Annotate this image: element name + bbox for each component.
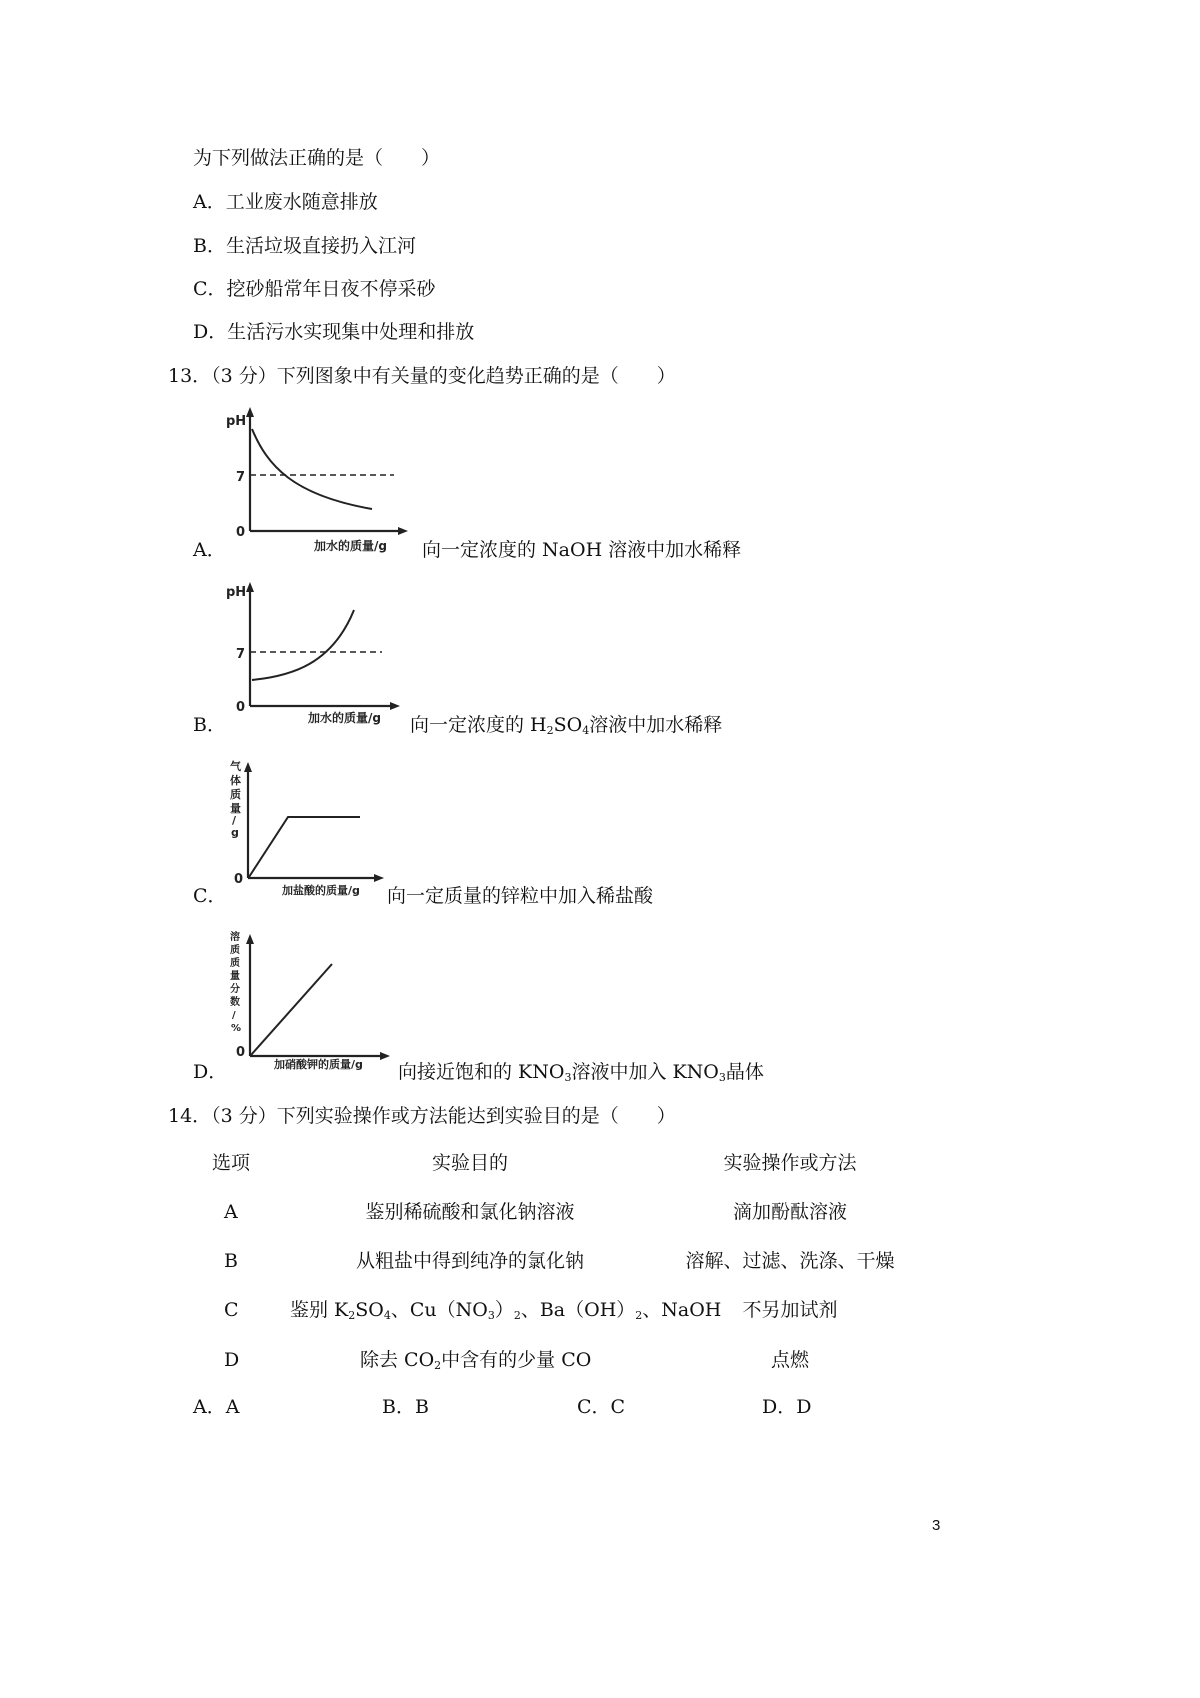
q13-option-c-caption: 向一定质量的锌粒中加入稀盐酸: [387, 885, 654, 907]
q14-answer-d: D．D: [762, 1396, 812, 1418]
graph-b-x-label: 加水的质量/g: [308, 711, 381, 725]
q12-option-d: D．生活污水实现集中处理和排放: [193, 321, 475, 343]
q13-option-d-caption: 向接近饱和的 $KNO_3$溶液中加入 $KNO_3$晶体: [398, 1061, 764, 1084]
graph-a-x-label: 加水的质量/g: [314, 539, 387, 553]
svg-text:质: 质: [230, 945, 240, 956]
table-row-c-option: C: [224, 1299, 239, 1321]
table-row-b-purpose: 从粗盐中得到纯净的氯化钠: [355, 1250, 584, 1272]
page-number: 3: [932, 1517, 941, 1534]
graph-a-origin: 0: [236, 525, 246, 540]
q14-stem: 14．（3 分）下列实验操作或方法能达到实验目的是（ ）: [168, 1105, 676, 1127]
q13-stem: 13．（3 分）下列图象中有关量的变化趋势正确的是（ ）: [168, 365, 676, 387]
table-row-c-purpose: 鉴别 $K_2SO_4$、$Cu(NO_3)_2$、$Ba(OH)_2$、NaOH: [290, 1299, 722, 1322]
table-row-d-purpose: 除去 $CO_2$中含有的少量 CO: [360, 1349, 592, 1372]
svg-text:分: 分: [230, 984, 240, 995]
q12-stem-tail: 为下列做法正确的是（ ）: [193, 147, 441, 169]
table-row-b-method: 溶解、过滤、洗涤、干燥: [685, 1250, 895, 1272]
svg-text:量: 量: [230, 802, 241, 815]
table-row-d-option: D: [224, 1349, 240, 1371]
q14-answer-b: B．B: [382, 1396, 429, 1418]
svg-text:%: %: [231, 1023, 242, 1034]
q12-option-b: B．生活垃圾直接扔入江河: [193, 235, 416, 257]
table-row-c-method: 不另加试剂: [742, 1299, 838, 1321]
graph-a-y-label: pH: [226, 414, 247, 429]
table-row-b-option: B: [224, 1250, 238, 1272]
q13-option-a-caption: 向一定浓度的 NaOH 溶液中加水稀释: [422, 539, 742, 561]
graph-b-origin: 0: [236, 700, 246, 715]
graph-b-y-label: pH: [226, 585, 247, 600]
table-row-a-option: A: [224, 1201, 238, 1223]
svg-text:量: 量: [230, 971, 240, 982]
graph-c-origin: 0: [234, 872, 244, 887]
q13-option-b-caption: 向一定浓度的 $H_2SO_4$溶液中加水稀释: [410, 714, 723, 737]
graph-b-tick-7: 7: [236, 647, 246, 662]
svg-text:g: g: [231, 826, 239, 839]
q14-answer-a: A．A: [193, 1396, 240, 1418]
q13-graph-b: [222, 580, 422, 734]
q12-option-a: A．工业废水随意排放: [193, 191, 378, 213]
svg-text:质: 质: [230, 788, 241, 801]
q13-option-c-label: C．: [193, 885, 227, 907]
table-row-a-method: 滴加酚酞溶液: [732, 1201, 847, 1223]
table-row-a-purpose: 鉴别稀硫酸和氯化钠溶液: [365, 1201, 575, 1223]
table-header-option: 选项: [212, 1152, 251, 1174]
q13-option-a-label: A．: [193, 539, 226, 561]
svg-text:/: /: [232, 814, 237, 827]
q12-option-c: C．挖砂船常年日夜不停采砂: [193, 278, 436, 300]
q13-graph-c: [222, 756, 392, 905]
table-row-d-method: 点燃: [770, 1349, 809, 1371]
svg-text:体: 体: [230, 774, 241, 787]
svg-text:数: 数: [230, 997, 240, 1008]
graph-d-x-label: 加硝酸钾的质量/g: [274, 1058, 363, 1071]
q13-graph-d: [222, 926, 402, 1080]
graph-d-origin: 0: [236, 1045, 246, 1060]
svg-text:气: 气: [230, 760, 241, 773]
svg-text:质: 质: [230, 958, 240, 969]
svg-text:溶: 溶: [230, 932, 240, 943]
table-header-purpose: 实验目的: [431, 1152, 508, 1174]
table-header-method: 实验操作或方法: [723, 1152, 857, 1174]
q13-option-d-label: D．: [193, 1061, 228, 1083]
q13-graph-a: [222, 405, 422, 559]
graph-c-x-label: 加盐酸的质量/g: [282, 884, 360, 897]
q13-option-b-label: B．: [193, 714, 226, 736]
graph-a-tick-7: 7: [236, 470, 246, 485]
svg-text:/: /: [232, 1010, 236, 1021]
q14-answer-c: C．C: [577, 1396, 626, 1418]
